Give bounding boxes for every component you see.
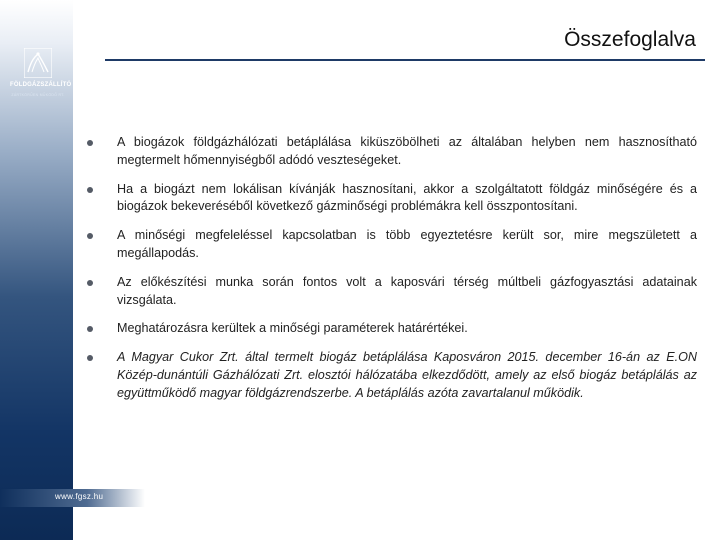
bullet-text: Az előkészítési munka során fontos volt a kaposvári térség múltbeli gázfogyasztási adatainak vizsgálata. bbox=[117, 274, 697, 307]
company-logo bbox=[10, 48, 72, 108]
bullet-item bbox=[85, 227, 697, 263]
bullet-item bbox=[85, 134, 697, 170]
bullet-list bbox=[85, 134, 697, 414]
bullet-dot-icon bbox=[87, 326, 93, 332]
bullet-item bbox=[85, 274, 697, 310]
website-url[interactable]: www.fgsz.hu bbox=[55, 492, 104, 501]
bullet-dot-icon bbox=[87, 355, 93, 361]
bullet-text: Meghatározásra kerültek a minőségi paraméterek határértékei. bbox=[117, 321, 468, 336]
logo-mark-icon bbox=[24, 48, 52, 78]
bullet-text: A Magyar Cukor Zrt. által termelt biogáz betáplálása Kaposváron 2015. december 16-án az E.ON Közép-dunántúli Gázhálózati Zrt. elosztói hálózatába elkezdődött, amely az első biogáz betáplálás az együttműködő magyar földgázrendszerbe. A betáplálás azóta zavartalanul működik. bbox=[117, 350, 697, 400]
bullet-text: A minőségi megfeleléssel kapcsolatban is több egyeztetésre került sor, mire megszületett a megállapodás. bbox=[117, 228, 697, 260]
bullet-dot-icon bbox=[87, 140, 93, 146]
bullet-text: Ha a biogázt nem lokálisan kívánják hasznosítani, akkor a szolgáltatott földgáz minőségére és a biogázok bekeveréséből következő gázminőségi problémákra kell összpontosítani. bbox=[117, 181, 697, 214]
bullet-item bbox=[85, 349, 697, 402]
slide-title: Összefoglalva bbox=[564, 28, 696, 51]
title-divider bbox=[105, 59, 705, 61]
bullet-item bbox=[85, 181, 697, 217]
url-strip bbox=[0, 489, 145, 507]
logo-subtext: ZÁRTKÖRŰEN MŰKÖDŐ RT. bbox=[11, 93, 65, 97]
bullet-item bbox=[85, 320, 697, 338]
bullet-dot-icon bbox=[87, 233, 93, 239]
bullet-text: A biogázok földgázhálózati betáplálása kiküszöbölheti az általában helyben nem hasznosítható megtermelt hőmennyiségből adódó veszteségeket. bbox=[117, 135, 697, 167]
bullet-dot-icon bbox=[87, 280, 93, 286]
bullet-dot-icon bbox=[87, 187, 93, 193]
sidebar-panel bbox=[0, 0, 104, 540]
logo-text: FÖLDGÁZSZÁLLÍTÓ bbox=[10, 82, 72, 88]
